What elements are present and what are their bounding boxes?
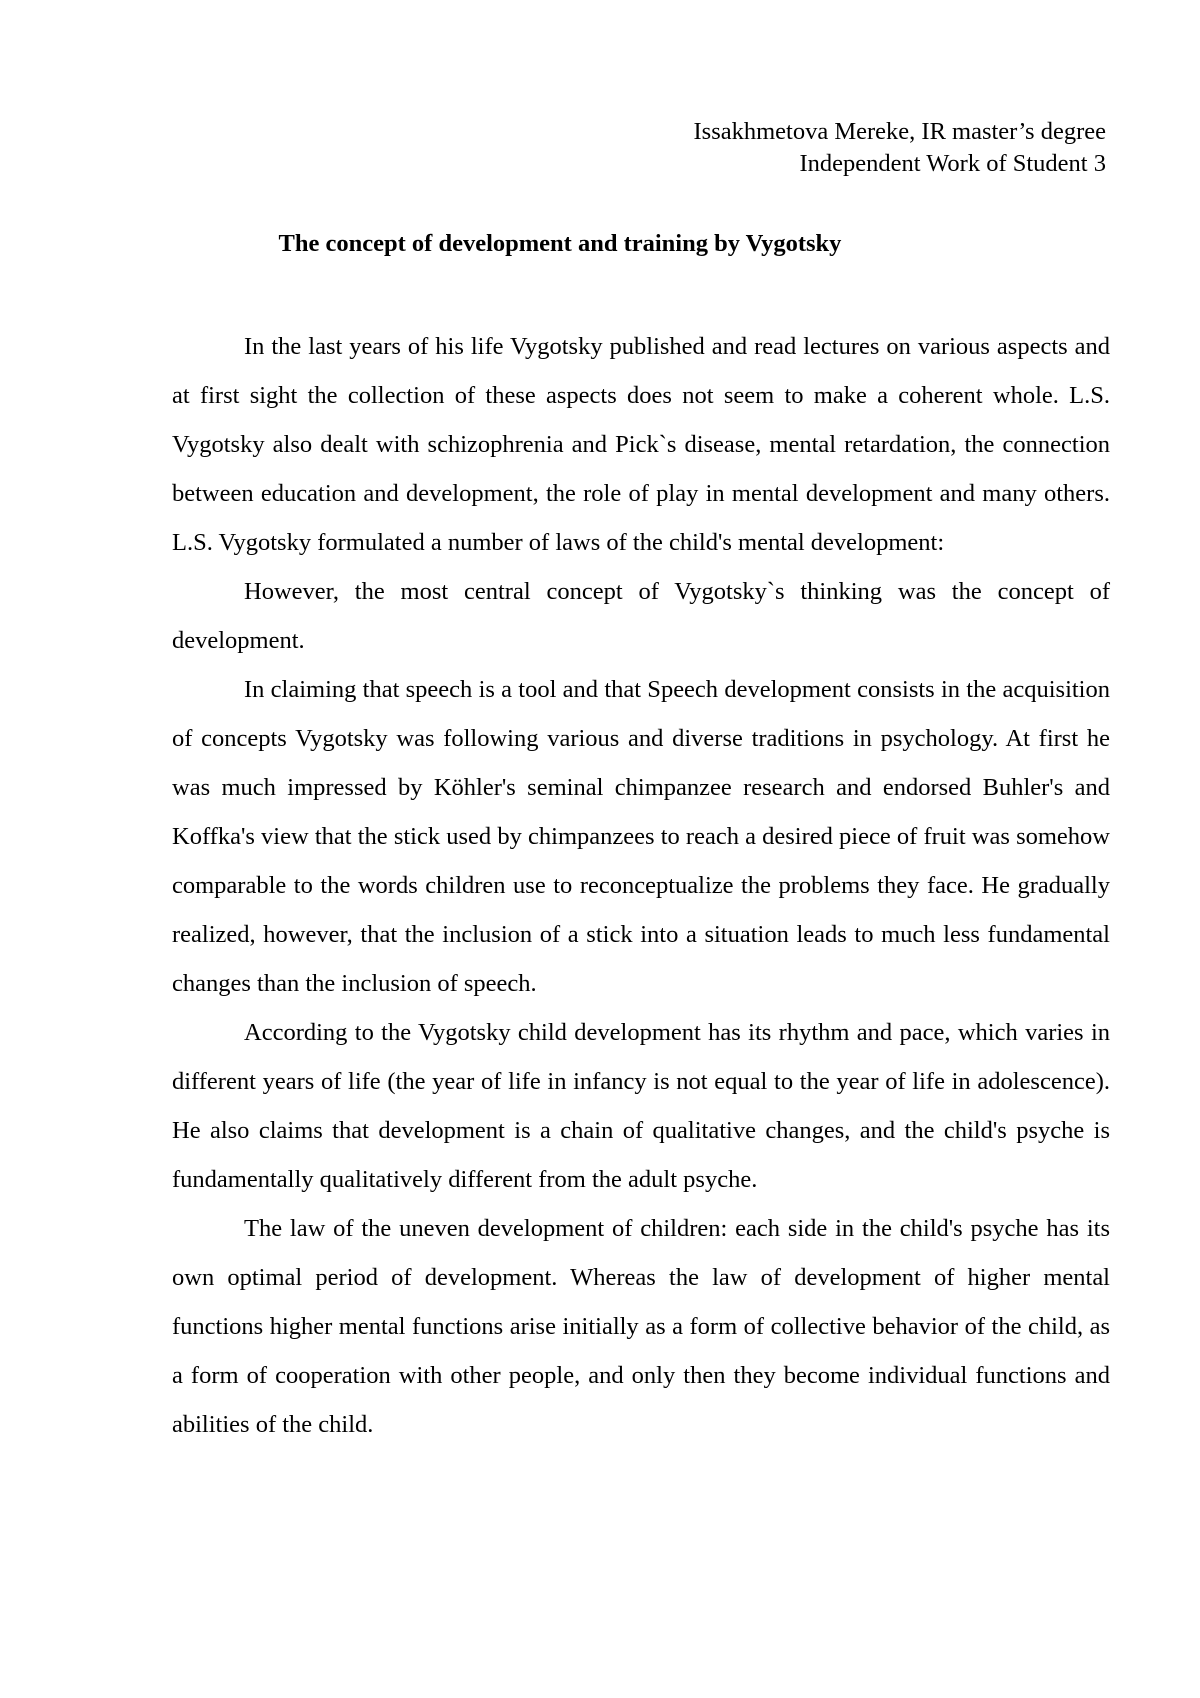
paragraph: In the last years of his life Vygotsky published and read lectures on various aspects and at first sight the collection of these aspects does not seem to make a coherent whole. L.S. Vygotsky also dealt with schizophrenia and Pick`s disease, mental retardation, the connection between education and development, the role of play in mental development and many others. L.S. Vygotsky formulated a number of laws of the child's mental development: bbox=[172, 333, 1110, 556]
work-line: Independent Work of Student 3 bbox=[799, 150, 1106, 177]
paragraph: In claiming that speech is a tool and that Speech development consists in the acquisition of concepts Vygotsky was following various and diverse traditions in psychology. At first he was much impressed by Köhler's seminal chimpanzee research and endorsed Buhler's and Koffka's view that the stick used by chimpanzees to reach a desired piece of fruit was somehow comparable to the words children use to reconceptualize the problems they face. He gradually realized, however, that the inclusion of a stick into a situation leads to much less fundamental changes than the inclusion of speech. bbox=[172, 676, 1110, 997]
document-title: The concept of development and training by Vygotsky bbox=[278, 230, 842, 257]
document-header bbox=[694, 116, 1107, 180]
author-line: Issakhmetova Mereke, IR master’s degree bbox=[693, 118, 1106, 145]
paragraph: The law of the uneven development of children: each side in the child's psyche has its own optimal period of development. Whereas the law of development of higher mental functions higher mental functions arise initially as a form of collective behavior of the child, as a form of cooperation with other people, and only then they become individual functions and abilities of the child. bbox=[172, 1215, 1110, 1438]
document-body bbox=[172, 322, 1110, 1449]
paragraph: According to the Vygotsky child development has its rhythm and pace, which varies in different years of life (the year of life in infancy is not equal to the year of life in adolescence). He also claims that development is a chain of qualitative changes, and the child's psyche is fundamentally qualitatively different from the adult psyche. bbox=[172, 1019, 1110, 1193]
paragraph: However, the most central concept of Vygotsky`s thinking was the concept of development. bbox=[172, 578, 1110, 654]
